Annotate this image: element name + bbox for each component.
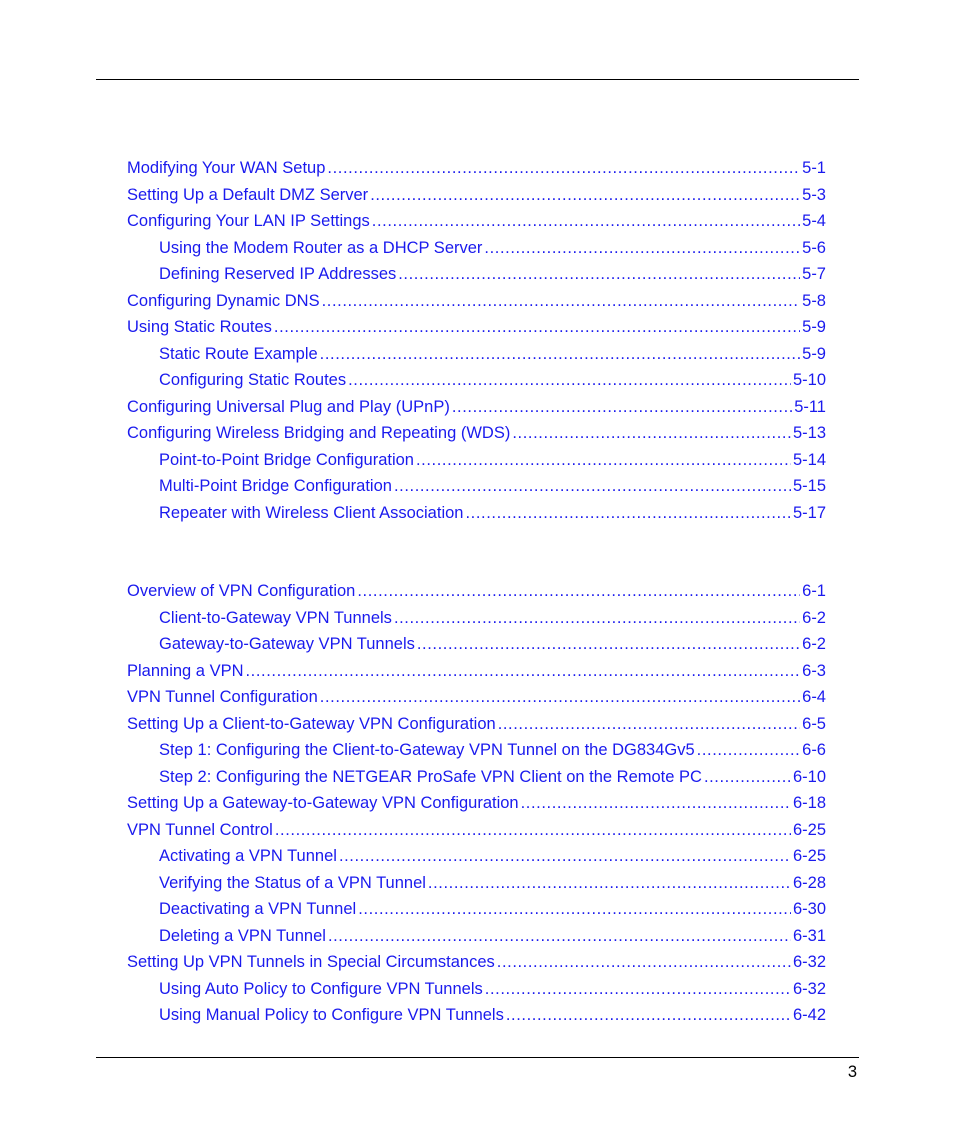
- dot-leader: [498, 713, 800, 735]
- header-rule: [96, 79, 859, 80]
- toc-entry-page: 5-11: [794, 397, 826, 416]
- toc-entry[interactable]: [159, 449, 826, 471]
- toc-entry[interactable]: [159, 925, 826, 947]
- dot-leader: [339, 845, 791, 867]
- toc-entry-page: 6-25: [792, 847, 826, 865]
- dot-leader: [394, 607, 800, 629]
- toc-entry[interactable]: [159, 502, 826, 524]
- toc-entry[interactable]: [127, 792, 826, 814]
- toc-entry-title: Defining Reserved IP Addresses: [159, 265, 397, 283]
- toc-entry-page: 6-18: [792, 794, 826, 812]
- dot-leader: [485, 978, 791, 1000]
- dot-leader: [246, 660, 801, 682]
- toc-entry[interactable]: [127, 157, 826, 179]
- toc-entry-page: 6-25: [792, 820, 826, 839]
- toc-entry-title: Using Manual Policy to Configure VPN Tunnels: [159, 1006, 504, 1024]
- toc-entry-page: 5-15: [792, 477, 826, 495]
- dot-leader: [697, 739, 801, 761]
- toc-entry[interactable]: [127, 819, 826, 841]
- toc-entry-page: 6-30: [792, 900, 826, 918]
- toc-entry-page: 6-31: [792, 926, 826, 945]
- toc-entry[interactable]: [159, 872, 826, 894]
- toc-entry[interactable]: [127, 951, 826, 973]
- toc-entry-title: Activating a VPN Tunnel: [159, 847, 337, 865]
- toc-entry[interactable]: [159, 739, 826, 761]
- toc-entry[interactable]: [127, 290, 826, 312]
- toc-entry-page: 5-4: [802, 212, 826, 230]
- toc-entry-title: Setting Up a Default DMZ Server: [127, 185, 369, 204]
- dot-leader: [417, 633, 800, 655]
- dot-leader: [428, 872, 791, 894]
- dot-leader: [484, 237, 800, 259]
- toc-entry[interactable]: [159, 633, 826, 655]
- toc-entry-page: 5-9: [802, 318, 826, 336]
- toc-entry-page: 6-4: [802, 688, 826, 706]
- toc-entry-title: Deactivating a VPN Tunnel: [159, 900, 357, 918]
- toc-entry-page: 6-5: [802, 714, 826, 733]
- toc-entry[interactable]: [127, 184, 826, 206]
- toc-entry-title: Configuring Your LAN IP Settings: [127, 212, 370, 230]
- dot-leader: [521, 792, 791, 814]
- toc-entry-page: 5-1: [802, 159, 826, 177]
- toc-entry-page: 6-32: [792, 979, 826, 998]
- dot-leader: [394, 475, 791, 497]
- dot-leader: [320, 343, 800, 365]
- dot-leader: [274, 316, 800, 338]
- toc-entry[interactable]: [159, 845, 826, 867]
- toc-entry[interactable]: [127, 686, 826, 708]
- toc-entry-page: 6-2: [802, 635, 826, 653]
- toc-entry-page: 6-3: [802, 661, 826, 680]
- toc-entry-title: Verifying the Status of a VPN Tunnel: [159, 873, 426, 892]
- toc-entry[interactable]: [127, 713, 826, 735]
- toc-entry[interactable]: [159, 237, 826, 259]
- toc-entry[interactable]: [159, 607, 826, 629]
- toc-entry-title: Setting Up VPN Tunnels in Special Circumstances: [127, 953, 495, 971]
- dot-leader: [497, 951, 791, 973]
- footer-rule: [96, 1057, 859, 1058]
- toc-entry-title: Configuring Wireless Bridging and Repeating (WDS): [127, 424, 511, 442]
- toc-entry-page: 6-2: [802, 608, 826, 627]
- toc-entry-title: Using Static Routes: [127, 318, 272, 336]
- toc-entry[interactable]: [127, 396, 826, 418]
- toc-entry-title: Static Route Example: [159, 344, 318, 363]
- toc-entry[interactable]: [159, 263, 826, 285]
- toc-entry-title: Modifying Your WAN Setup: [127, 159, 326, 177]
- toc-entry-title: Planning a VPN: [127, 661, 244, 680]
- toc-entry[interactable]: [127, 580, 826, 602]
- toc-entry[interactable]: [127, 660, 826, 682]
- dot-leader: [398, 263, 800, 285]
- toc-entry-title: Overview of VPN Configuration: [127, 582, 356, 600]
- toc-entry-title: Using Auto Policy to Configure VPN Tunnels: [159, 979, 483, 998]
- dot-leader: [416, 449, 791, 471]
- dot-leader: [275, 819, 791, 841]
- toc-entry-title: Repeater with Wireless Client Association: [159, 503, 464, 522]
- toc-entry-title: Deleting a VPN Tunnel: [159, 926, 326, 945]
- toc-entry-title: Configuring Dynamic DNS: [127, 291, 320, 310]
- dot-leader: [465, 502, 791, 524]
- toc-entry-title: Step 1: Configuring the Client-to-Gateway VPN Tunnel on the DG834Gv5: [159, 741, 695, 759]
- toc-entry-page: 5-9: [802, 344, 826, 363]
- toc-entry-page: 5-17: [792, 503, 826, 522]
- toc-entry-page: 5-6: [802, 238, 826, 257]
- toc-entry[interactable]: [159, 475, 826, 497]
- toc-entry-title: Configuring Static Routes: [159, 371, 347, 389]
- dot-leader: [328, 925, 791, 947]
- toc-entry[interactable]: [159, 898, 826, 920]
- toc-entry-title: Point-to-Point Bridge Configuration: [159, 450, 414, 469]
- toc-entry-title: Using the Modem Router as a DHCP Server: [159, 238, 483, 257]
- toc-entry-page: 6-10: [792, 767, 826, 786]
- toc-entry-title: Gateway-to-Gateway VPN Tunnels: [159, 635, 415, 653]
- toc-entry-page: 5-7: [802, 265, 826, 283]
- toc-entry[interactable]: [127, 210, 826, 232]
- toc-entry-page: 6-32: [792, 953, 826, 971]
- toc-entry[interactable]: [159, 1004, 826, 1026]
- toc-entry[interactable]: [159, 343, 826, 365]
- dot-leader: [348, 369, 791, 391]
- dot-leader: [320, 686, 800, 708]
- toc-entry[interactable]: [127, 422, 826, 444]
- toc-entry-page: 5-14: [792, 450, 826, 469]
- toc-entry-page: 5-13: [792, 424, 826, 442]
- toc-entry-title: Step 2: Configuring the NETGEAR ProSafe VPN Client on the Remote PC: [159, 767, 702, 786]
- toc-entry-page: 6-6: [802, 741, 826, 759]
- toc-entry-page: 6-42: [792, 1006, 826, 1024]
- toc-entry-title: VPN Tunnel Control: [127, 820, 273, 839]
- toc-entry-page: 5-10: [792, 371, 826, 389]
- toc-entry-title: Client-to-Gateway VPN Tunnels: [159, 608, 392, 627]
- dot-leader: [327, 157, 800, 179]
- dot-leader: [358, 898, 791, 920]
- toc-entry[interactable]: [159, 978, 826, 1000]
- dot-leader: [357, 580, 800, 602]
- page-number: 3: [847, 1063, 857, 1081]
- toc-entry[interactable]: [159, 369, 826, 391]
- dot-leader: [704, 766, 791, 788]
- toc-entry-page: 5-8: [802, 291, 826, 310]
- dot-leader: [372, 210, 800, 232]
- toc-entry[interactable]: [127, 316, 826, 338]
- dot-leader: [370, 184, 800, 206]
- toc-entry-title: Multi-Point Bridge Configuration: [159, 477, 392, 495]
- toc-entry-title: Setting Up a Client-to-Gateway VPN Configuration: [127, 714, 496, 733]
- dot-leader: [322, 290, 801, 312]
- dot-leader: [512, 422, 791, 444]
- toc-entry-page: 6-28: [792, 873, 826, 892]
- dot-leader: [452, 396, 792, 418]
- toc-entry-title: Configuring Universal Plug and Play (UPnP): [127, 397, 450, 416]
- toc-entry-title: Setting Up a Gateway-to-Gateway VPN Configuration: [127, 794, 519, 812]
- toc-entry-title: VPN Tunnel Configuration: [127, 688, 318, 706]
- toc-entry-page: 5-3: [802, 185, 826, 204]
- toc-entry-page: 6-1: [802, 582, 826, 600]
- toc-entry[interactable]: [159, 766, 826, 788]
- dot-leader: [506, 1004, 791, 1026]
